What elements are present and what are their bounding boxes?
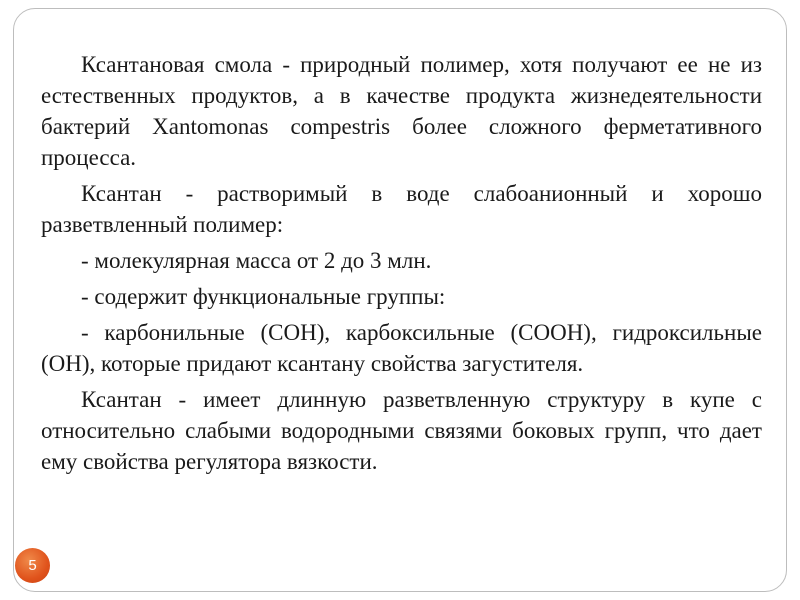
paragraph-structure: Ксантан - имеет длинную разветвленную структуру в купе с относительно слабыми водородными связями боковых групп, что дает ему свойства регулятора вязкости.	[41, 387, 762, 474]
slide-body	[41, 49, 762, 482]
paragraph-xanthan-solubility: Ксантан - растворимый в воде слабоанионный и хорошо разветвленный полимер:	[41, 181, 762, 237]
paragraph-functional-groups: - содержит функциональные группы:	[81, 284, 446, 309]
paragraph-xanthan-origin: Ксантановая смола - природный полимер, хотя получают ее не из естественных продуктов, а в качестве продукта жизнедеятельности бактерий Xantomonas compestris более сложного ферметативного процесса.	[41, 52, 762, 170]
paragraph-group-list: - карбонильные (СОН), карбоксильные (СООН), гидроксильные (ОН), которые придают ксантану свойства загустителя.	[41, 320, 762, 376]
paragraph-molecular-mass: - молекулярная масса от 2 до 3 млн.	[81, 248, 432, 273]
page-number-badge: 5	[15, 548, 50, 583]
